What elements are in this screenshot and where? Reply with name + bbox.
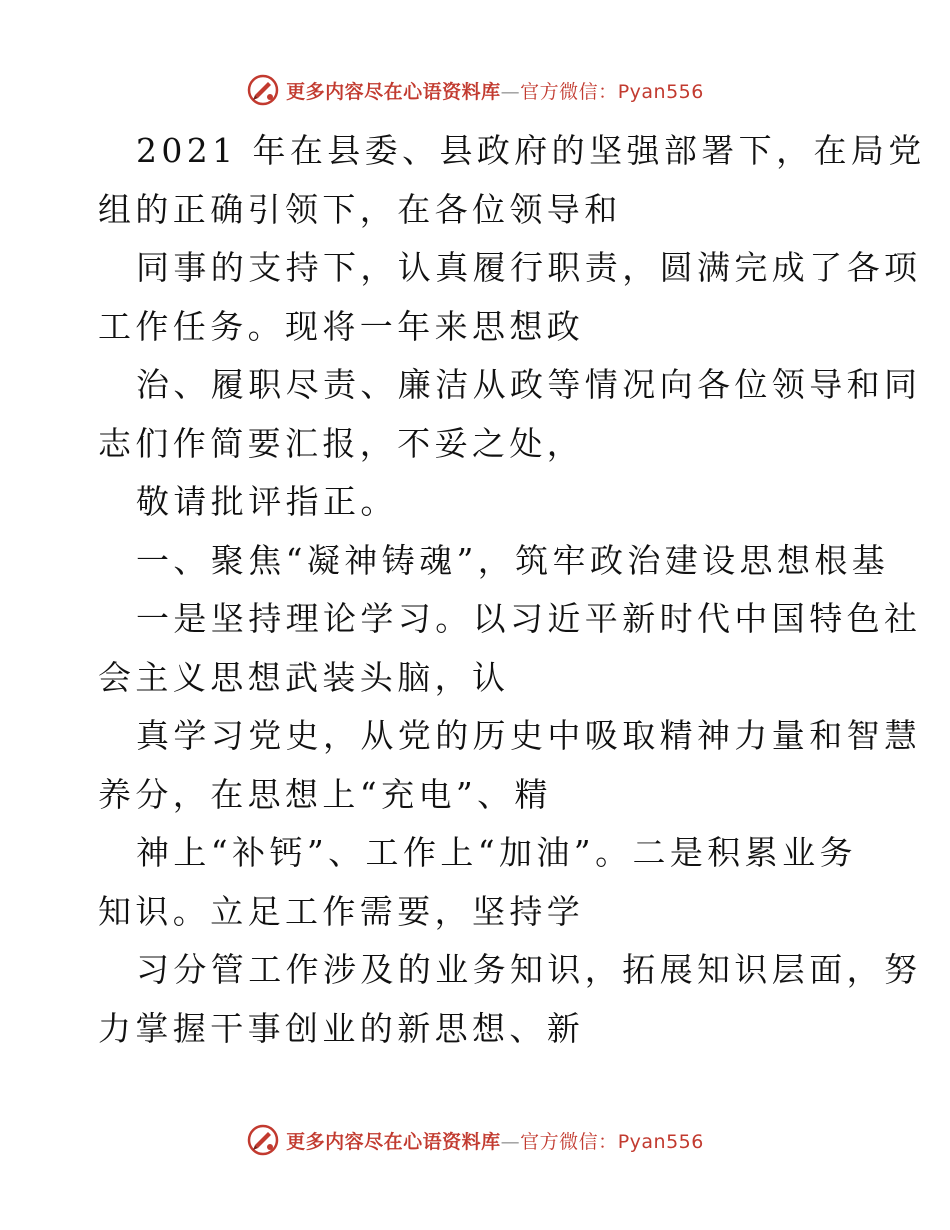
body-line: 养分，在思想上“充电”、精 [98,774,552,814]
body-line: 知识。立足工作需要，坚持学 [98,891,585,931]
body-line: 工作任务。现将一年来思想政 [98,306,585,346]
body-line: 真学习党史，从党的历史中吸取精神力量和智慧 [136,716,922,755]
body-line: 2021 年在县委、县政府的坚强部署下，在局党 [136,131,926,170]
body-line: 神上“补钙”、工作上“加油”。二是积累业务 [136,833,857,872]
document-body [98,122,926,1058]
body-line: 力掌握干事创业的新思想、新 [98,1008,585,1048]
header-wechat-label: 官方微信： [520,80,618,103]
footer-dash: — [500,1130,521,1153]
header-brand-text: 更多内容尽在心语资料库 [286,80,501,103]
body-line: 敬请批评指正。 [136,482,398,521]
header-wechat-id: Pyan556 [617,80,704,103]
header-watermark [0,70,950,110]
body-line: 习分管工作涉及的业务知识，拓展知识层面，努 [136,950,922,989]
body-line: 一是坚持理论学习。以习近平新时代中国特色社 [136,599,922,638]
brand-logo-icon [246,1123,280,1157]
header-dash: — [500,80,521,103]
footer-wechat-label: 官方微信： [520,1130,618,1153]
body-line: 治、履职尽责、廉洁从政等情况向各位领导和同 [136,365,922,404]
header-watermark-text [286,77,704,104]
footer-watermark-text [286,1127,704,1154]
footer-wechat-id: Pyan556 [617,1130,704,1153]
body-line: 组的正确引领下，在各位领导和 [98,189,622,229]
footer-brand-text: 更多内容尽在心语资料库 [286,1130,501,1153]
section-heading: 一、聚焦“凝神铸魂”，筑牢政治建设思想根基 [136,540,890,580]
body-line: 志们作简要汇报，不妥之处， [98,423,585,463]
brand-logo-icon [246,73,280,107]
body-line: 同事的支持下，认真履行职责，圆满完成了各项 [136,248,922,287]
footer-watermark [0,1120,950,1160]
body-line: 会主义思想武装头脑，认 [98,657,510,697]
